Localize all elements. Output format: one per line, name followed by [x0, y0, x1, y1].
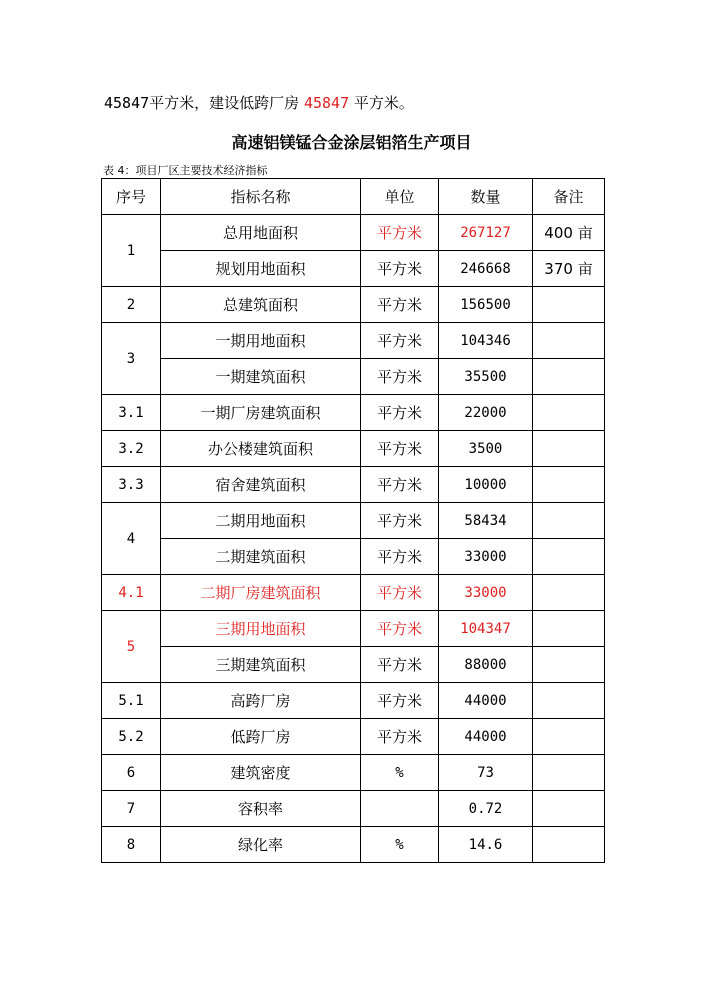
header-note: 备注	[533, 179, 605, 215]
cell-note	[533, 827, 605, 863]
table-row	[102, 755, 605, 791]
cell-unit: 平方米	[361, 251, 439, 287]
cell-name: 建筑密度	[161, 755, 361, 791]
cell-note	[533, 791, 605, 827]
cell-qty: 246668	[439, 251, 533, 287]
intro-unit: 平方米。	[353, 94, 414, 112]
cell-qty: 33000	[439, 575, 533, 611]
cell-note	[533, 719, 605, 755]
cell-qty: 104346	[439, 323, 533, 359]
cell-note	[533, 395, 605, 431]
cell-name: 二期用地面积	[161, 503, 361, 539]
cell-note	[533, 287, 605, 323]
table-row	[102, 683, 605, 719]
table-row	[102, 359, 605, 395]
cell-unit: 平方米	[361, 215, 439, 251]
cell-unit: %	[361, 827, 439, 863]
cell-unit: 平方米	[361, 359, 439, 395]
table-row	[102, 323, 605, 359]
cell-name: 总建筑面积	[161, 287, 361, 323]
cell-seq: 4	[102, 503, 161, 575]
cell-name: 容积率	[161, 791, 361, 827]
cell-name: 办公楼建筑面积	[161, 431, 361, 467]
cell-note	[533, 467, 605, 503]
cell-unit: 平方米	[361, 647, 439, 683]
table-row	[102, 251, 605, 287]
header-qty: 数量	[439, 179, 533, 215]
cell-seq: 3.3	[102, 467, 161, 503]
cell-name: 绿化率	[161, 827, 361, 863]
table-header-row	[102, 179, 605, 215]
cell-note	[533, 323, 605, 359]
cell-name: 高跨厂房	[161, 683, 361, 719]
table-row	[102, 503, 605, 539]
table-row	[102, 647, 605, 683]
cell-qty: 44000	[439, 683, 533, 719]
cell-name: 规划用地面积	[161, 251, 361, 287]
cell-seq: 2	[102, 287, 161, 323]
cell-note	[533, 575, 605, 611]
cell-qty: 73	[439, 755, 533, 791]
table-row	[102, 215, 605, 251]
table-row	[102, 431, 605, 467]
intro-high-span-area: 45847	[104, 94, 150, 112]
cell-unit: 平方米	[361, 287, 439, 323]
cell-qty: 267127	[439, 215, 533, 251]
cell-note	[533, 359, 605, 395]
cell-note	[533, 647, 605, 683]
cell-seq: 3	[102, 323, 161, 395]
cell-seq: 3.2	[102, 431, 161, 467]
cell-unit: 平方米	[361, 395, 439, 431]
cell-seq: 5.1	[102, 683, 161, 719]
cell-note	[533, 539, 605, 575]
header-seq: 序号	[102, 179, 161, 215]
cell-unit: 平方米	[361, 683, 439, 719]
cell-seq: 3.1	[102, 395, 161, 431]
cell-name: 一期厂房建筑面积	[161, 395, 361, 431]
cell-name: 宿舍建筑面积	[161, 467, 361, 503]
cell-unit: 平方米	[361, 323, 439, 359]
cell-qty: 14.6	[439, 827, 533, 863]
cell-qty: 33000	[439, 539, 533, 575]
cell-note: 400 亩	[533, 215, 605, 251]
cell-qty: 44000	[439, 719, 533, 755]
cell-unit: %	[361, 755, 439, 791]
table-row	[102, 395, 605, 431]
cell-qty: 10000	[439, 467, 533, 503]
cell-name: 一期建筑面积	[161, 359, 361, 395]
header-unit: 单位	[361, 179, 439, 215]
table-caption: 表 4：项目厂区主要技术经济指标	[103, 164, 268, 177]
cell-seq: 6	[102, 755, 161, 791]
indicators-table	[101, 178, 605, 863]
table-row	[102, 719, 605, 755]
cell-note	[533, 755, 605, 791]
cell-note: 370 亩	[533, 251, 605, 287]
cell-name: 二期厂房建筑面积	[161, 575, 361, 611]
cell-seq: 8	[102, 827, 161, 863]
cell-note	[533, 611, 605, 647]
cell-qty: 88000	[439, 647, 533, 683]
cell-qty: 3500	[439, 431, 533, 467]
cell-unit: 平方米	[361, 611, 439, 647]
cell-name: 二期建筑面积	[161, 539, 361, 575]
cell-qty: 104347	[439, 611, 533, 647]
cell-name: 三期建筑面积	[161, 647, 361, 683]
cell-unit: 平方米	[361, 719, 439, 755]
cell-seq: 7	[102, 791, 161, 827]
table-row	[102, 611, 605, 647]
cell-name: 一期用地面积	[161, 323, 361, 359]
intro-text: 平方米，建设低跨厂房	[149, 94, 300, 112]
cell-note	[533, 431, 605, 467]
cell-seq: 1	[102, 215, 161, 287]
header-name: 指标名称	[161, 179, 361, 215]
table-row	[102, 827, 605, 863]
cell-qty: 156500	[439, 287, 533, 323]
table-row	[102, 467, 605, 503]
table-row	[102, 539, 605, 575]
cell-seq: 4.1	[102, 575, 161, 611]
cell-unit: 平方米	[361, 503, 439, 539]
cell-unit: 平方米	[361, 539, 439, 575]
intro-low-span-area: 45847	[303, 94, 350, 112]
cell-note	[533, 503, 605, 539]
cell-unit: 平方米	[361, 431, 439, 467]
cell-name: 低跨厂房	[161, 719, 361, 755]
intro-line	[104, 92, 414, 113]
cell-unit: 平方米	[361, 575, 439, 611]
cell-seq: 5	[102, 611, 161, 683]
cell-qty: 22000	[439, 395, 533, 431]
table-row	[102, 791, 605, 827]
cell-seq: 5.2	[102, 719, 161, 755]
cell-unit: 平方米	[361, 467, 439, 503]
cell-name: 三期用地面积	[161, 611, 361, 647]
table-row	[102, 575, 605, 611]
cell-name: 总用地面积	[161, 215, 361, 251]
cell-unit	[361, 791, 439, 827]
document-title: 高速铝镁锰合金涂层铝箔生产项目	[231, 133, 472, 152]
cell-note	[533, 683, 605, 719]
cell-qty: 58434	[439, 503, 533, 539]
table-row	[102, 287, 605, 323]
cell-qty: 35500	[439, 359, 533, 395]
cell-qty: 0.72	[439, 791, 533, 827]
